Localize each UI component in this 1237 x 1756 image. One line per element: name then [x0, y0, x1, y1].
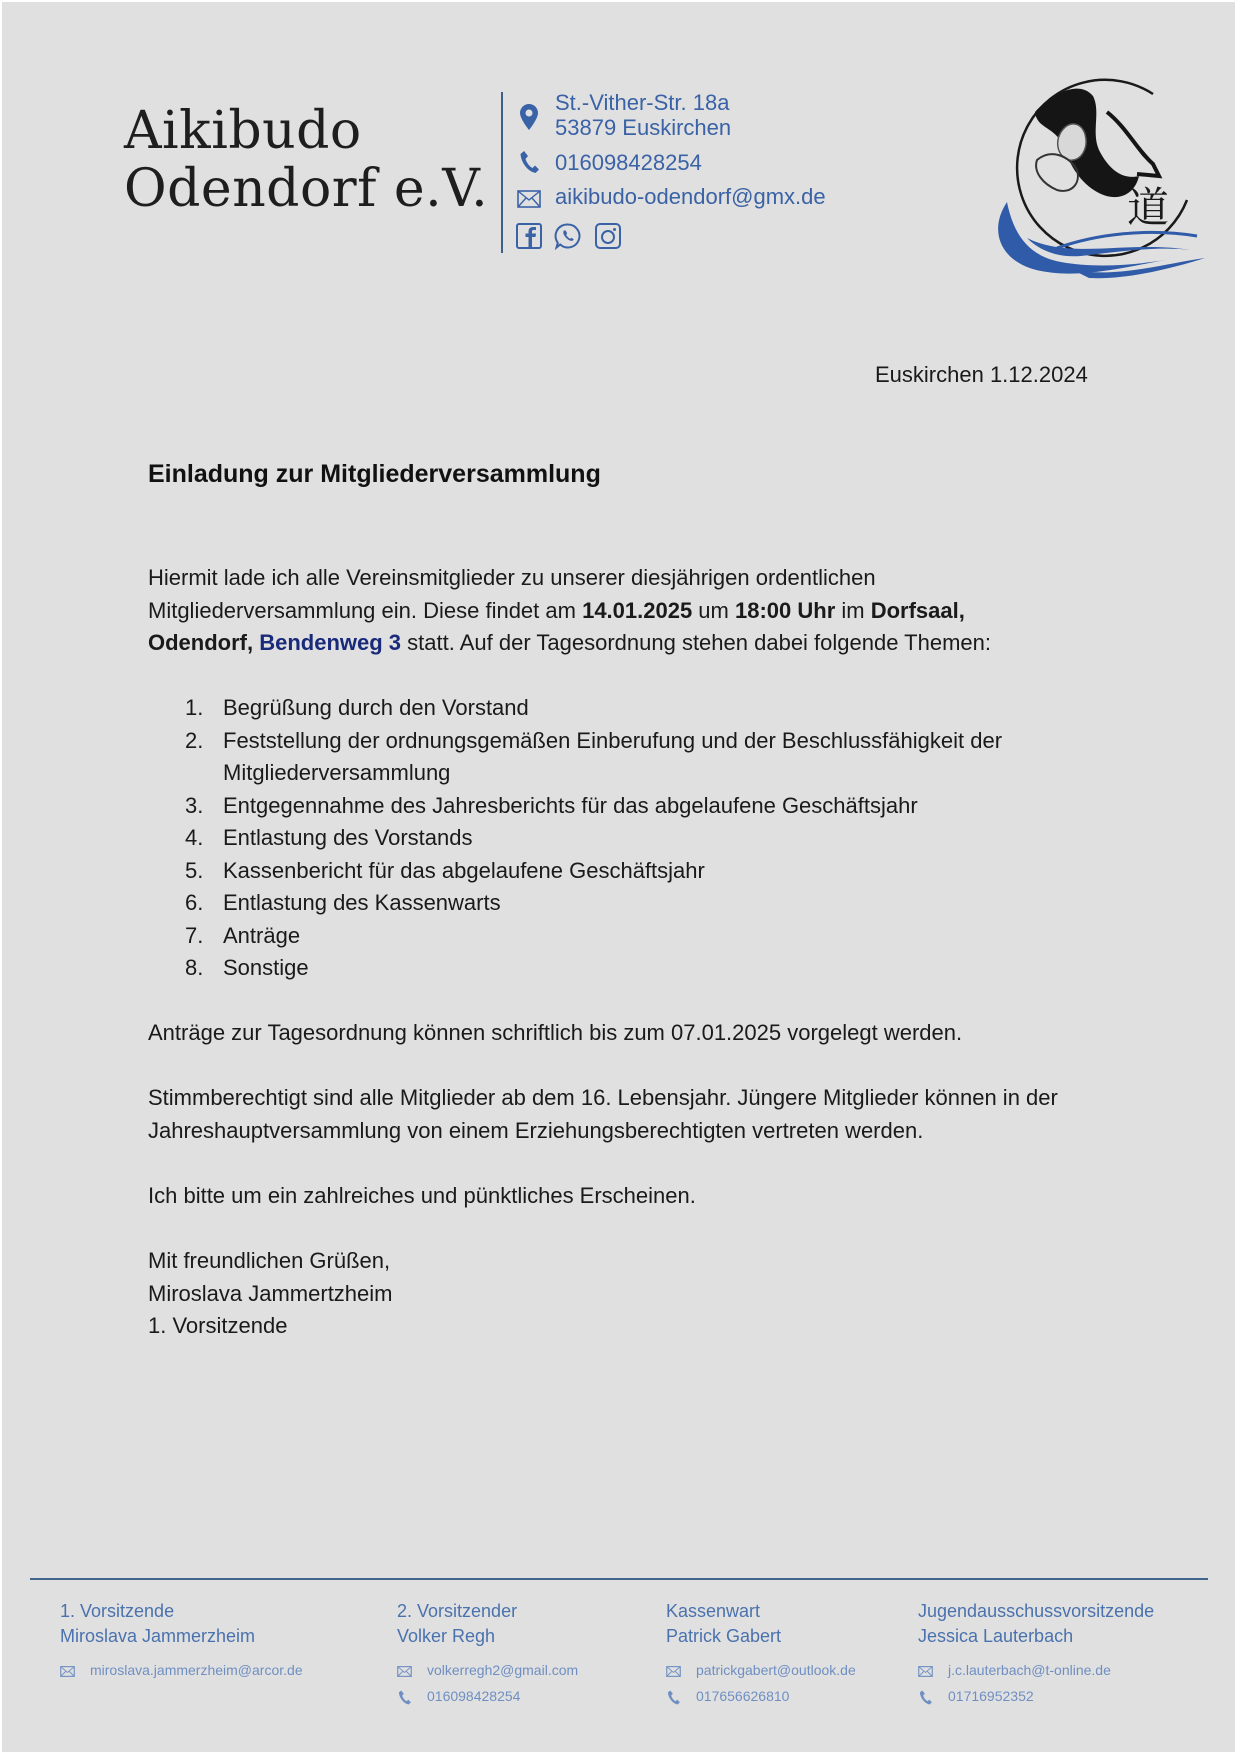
footer-role: 2. Vorsitzender — [397, 1601, 518, 1621]
organization-name — [124, 102, 488, 218]
agenda-list — [148, 692, 1068, 985]
agenda-number: 4. — [185, 825, 204, 850]
agenda-text: Entlastung des Kassenwarts — [223, 890, 501, 915]
letter-subject: Einladung zur Mitgliederversammlung — [148, 460, 601, 488]
agenda-text: Feststellung der ordnungsgemäßen Einberufung und der Beschlussfähigkeit der Mitgliederversammlung — [223, 727, 1003, 785]
agenda-number: 1. — [185, 695, 204, 720]
footer-phone: 017656626810 — [696, 1688, 790, 1704]
footer-phone-row — [397, 1684, 521, 1710]
footer-phone-row — [918, 1684, 1154, 1710]
agenda-number: 5. — [185, 857, 204, 883]
phone-icon — [666, 1690, 681, 1705]
footer-email[interactable]: patrickgabert@outlook.de — [696, 1662, 856, 1678]
footer-divider — [30, 1578, 1208, 1580]
footer-name: Patrick Gabert — [666, 1626, 782, 1646]
intro-text-c: im — [835, 597, 871, 623]
agenda-text: Begrüßung durch den Vorstand — [223, 695, 529, 720]
meeting-street: Bendenweg 3 — [259, 630, 402, 655]
agenda-item — [148, 952, 1068, 985]
agenda-text: Kassenbericht für das abgelaufene Geschäftsjahr — [223, 857, 705, 883]
signature-block — [148, 1245, 1068, 1343]
agenda-number: 6. — [185, 890, 204, 915]
envelope-icon — [397, 1664, 412, 1679]
agenda-item — [148, 790, 1068, 823]
footer-role: Jugendausschussvorsitzende — [918, 1601, 1155, 1621]
envelope-icon — [918, 1664, 933, 1679]
footer-role: 1. Vorsitzende — [60, 1601, 175, 1621]
location-pin-icon — [520, 104, 538, 130]
phone-icon — [519, 150, 539, 174]
footer-contact-youth-chair — [918, 1599, 1154, 1710]
address-line2: 53879 Euskirchen — [555, 115, 732, 140]
instagram-icon[interactable] — [594, 222, 622, 250]
request-paragraph: Ich bitte um ein zahlreiches und pünktliches Erscheinen. — [148, 1183, 696, 1208]
org-name-line2: Odendorf e.V. — [124, 159, 489, 219]
agenda-number: 7. — [185, 922, 204, 948]
footer-name: Miroslava Jammerzheim — [60, 1626, 256, 1646]
footer-email-row — [397, 1658, 579, 1684]
envelope-icon — [60, 1664, 75, 1679]
signer-role: 1. Vorsitzende — [148, 1313, 288, 1338]
agenda-item — [148, 692, 1068, 725]
footer-role: Kassenwart — [666, 1601, 761, 1621]
footer-email[interactable]: j.c.lauterbach@t-online.de — [948, 1662, 1111, 1678]
agenda-item — [148, 822, 1068, 855]
letter-date: Euskirchen 1.12.2024 — [875, 362, 1088, 387]
footer-phone: 01716952352 — [948, 1688, 1034, 1704]
phone-number: 016098428254 — [555, 150, 702, 175]
agenda-item — [148, 725, 1068, 790]
facebook-icon[interactable] — [515, 222, 543, 250]
agenda-text: Entlastung des Vorstands — [223, 825, 473, 850]
phone-icon — [918, 1690, 933, 1705]
agenda-number: 3. — [185, 792, 204, 818]
intro-text-e: statt. Auf der Tagesordnung stehen dabei folgende Themen: — [401, 630, 991, 655]
agenda-item — [148, 920, 1068, 953]
footer-name: Jessica Lauterbach — [918, 1626, 1074, 1646]
agenda-text: Entgegennahme des Jahresberichts für das abgelaufene Geschäftsjahr — [223, 792, 918, 818]
footer-contact-treasurer — [666, 1599, 856, 1710]
header-divider — [501, 92, 503, 253]
letter-page — [2, 2, 1235, 1752]
voting-paragraph: Stimmberechtigt sind alle Mitglieder ab dem 16. Lebensjahr. Jüngere Mitglieder können in der Jahreshauptversammlung von einem Erziehungsberechtigten vertreten werden. — [148, 1085, 1058, 1143]
org-name-line1: Aikibudo — [124, 101, 362, 161]
intro-paragraph — [148, 562, 1068, 660]
footer-contact-chair — [60, 1599, 303, 1684]
intro-text-b: um — [692, 597, 735, 623]
agenda-text: Anträge — [223, 922, 301, 948]
address-line1: St.-Vither-Str. 18a — [555, 90, 730, 115]
footer-email-row — [60, 1658, 303, 1684]
footer-email[interactable]: miroslava.jammerzheim@arcor.de — [90, 1662, 303, 1678]
logo-kanji: 道 — [1127, 183, 1170, 232]
closing-phrase: Mit freundlichen Grüßen, — [148, 1248, 391, 1273]
club-logo — [977, 52, 1227, 302]
agenda-item — [148, 887, 1068, 920]
footer-email-row — [918, 1658, 1154, 1684]
agenda-number: 2. — [185, 727, 204, 753]
intro-text-a: Hiermit lade ich alle Vereinsmitglieder zu unserer diesjährigen ordentlichen Mitgliederversammlung ein. Diese findet am — [148, 565, 876, 623]
phone-icon — [397, 1690, 412, 1705]
footer-email[interactable]: volkerregh2@gmail.com — [427, 1662, 579, 1678]
envelope-icon — [666, 1664, 681, 1679]
footer-email-row — [666, 1658, 856, 1684]
agenda-text: Sonstige — [223, 955, 309, 980]
footer-name: Volker Regh — [397, 1626, 496, 1646]
email-link[interactable]: aikibudo-odendorf@gmx.de — [555, 184, 826, 209]
signer-name: Miroslava Jammertzheim — [148, 1280, 393, 1306]
meeting-time: 18:00 Uhr — [734, 597, 836, 623]
envelope-icon — [517, 190, 541, 208]
whatsapp-icon[interactable] — [554, 222, 582, 250]
footer-phone: 016098428254 — [427, 1688, 521, 1704]
agenda-item — [148, 855, 1068, 888]
meeting-venue: Dorfsaal, Odendorf, — [148, 597, 965, 655]
agenda-number: 8. — [185, 955, 204, 980]
footer-contact-vice-chair — [397, 1599, 579, 1710]
deadline-paragraph: Anträge zur Tagesordnung können schriftlich bis zum 07.01.2025 vorgelegt werden. — [148, 1020, 963, 1045]
footer-phone-row — [666, 1684, 790, 1710]
meeting-date: 14.01.2025 — [582, 597, 693, 623]
